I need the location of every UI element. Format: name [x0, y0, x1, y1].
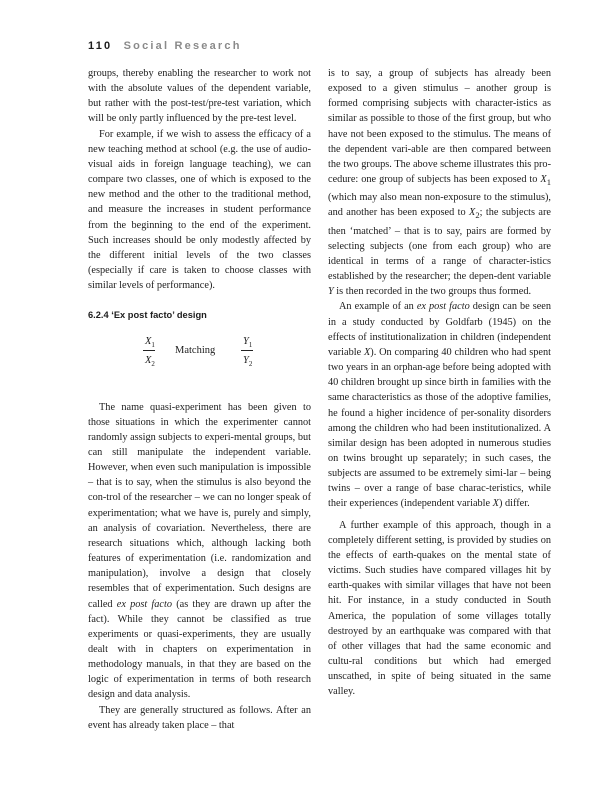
paragraph: A further example of this approach, though in a completely different setting, is provided by studies on the effects of earth-quakes on the mental state of victims. Such studies have compared villages hit by earth-quakes with similar villages that have not been hit. For instance, in a study conducted in South America, the population of some villages totally destroyed by an earthquake was compared with that of other villages that had the same economic and cultu-ral conditions but which had emerged unscathed, in spite of being situated in the same valley.	[328, 519, 551, 698]
running-title: Social Research	[123, 40, 242, 52]
paragraph: They are generally structured as follows. After an event has already taken place – that	[88, 704, 311, 731]
running-header	[88, 40, 242, 52]
x1-label: $X_1$	[145, 335, 155, 349]
divider-rule	[143, 350, 155, 351]
paragraph: groups, thereby enabling the researcher to work not with the absolute values of the dependent variable, but rather with the post-test/pre-test variation, which will be only partly influenced by the pre-test level.	[88, 68, 311, 125]
paragraph: An example of an ex post facto design can be seen in a study conducted by Goldfarb (1945) on the effects of institutionalization in children (independent variable X). On comparing 40 children who had spent two years in an orphan-age before being adopted with 40 children brought up since birth in families with the same characteristics as those of the adoptive families, he found a higher incidence of per-sonality disorders among the children who had been institutionalized. A similar design has been adopted in numerous studies on twins brought up separately; in such cases, the subjects are assumed to be extremely simi-lar – being twins – over a range of base charac-teristics, while their experiences (independent variable X) differ.	[328, 301, 552, 510]
divider-rule	[241, 350, 253, 351]
y2-label: $Y_2$	[243, 354, 253, 368]
left-column	[88, 66, 311, 733]
paragraph: is to say, a group of subjects has already been exposed to a given stimulus – another group is formed comprising subjects with character-istics as similar as possible to those of the first group, but who have not been exposed to the stimulus. The means of the dependent vari-able are then compared between the two groups. The above scheme illustrates this pro-cedure: one group of subjects has been exposed to $X_1$ (which may also mean non-exposure to the stimulus), and another has been exposed to $X_2$; the subjects are then ‘matched’ – that is to say, pairs are formed by selecting subjects (one from each group) who are identical in terms of a range of character-istics established by the researcher; the depen-dent variable Y is then recorded in the two groups thus formed.	[328, 68, 551, 298]
right-column	[328, 66, 551, 700]
x2-label: $X_2$	[145, 354, 155, 368]
page-number: 110	[88, 40, 113, 52]
paragraph: For example, if we wish to assess the efficacy of a new teaching method at school (e.g. the use of audio-visual aids in foreign language teaching), we can compare two classes, one of which is exposed to the new method and the other to the traditional method, and measure the increases in student performance from the beginning to the end of the experiment. Such increases should be only modestly affected by the different initial levels of the two classes (especially if care is taken to choose classes with similar levels of performance).	[88, 128, 311, 292]
matching-label: Matching	[175, 344, 216, 356]
matching-diagram	[88, 334, 311, 388]
section-heading: 6.2.4 ‘Ex post facto’ design	[88, 310, 207, 321]
paragraph: The name quasi-experiment has been given to those situations in which the experimenter cannot randomly assign subjects to experi-mental groups, but can still manipulate the independent variable. However, when even such manipulation is impossible – that is to say, when the stimulus is also beyond the con-trol of the researcher – we can no longer speak of experimentation; what we have is, purely and simply, an analysis of covariation. Nevertheless, there are research situations which, although lacking both features of experimentation (i.e. randomization and manipulation), involve a design that closely resembles that of experimentation. Such designs are called ex post facto (as they are drawn up after the fact). While they cannot be classified as true experiments or quasi-experiments, they are usually dealt with in chapters on experimentation in methodology manuals, in that they are based on the logic of experimentation in terms of both research design and data analysis.	[88, 401, 312, 701]
y1-label: $Y_1$	[243, 335, 253, 349]
